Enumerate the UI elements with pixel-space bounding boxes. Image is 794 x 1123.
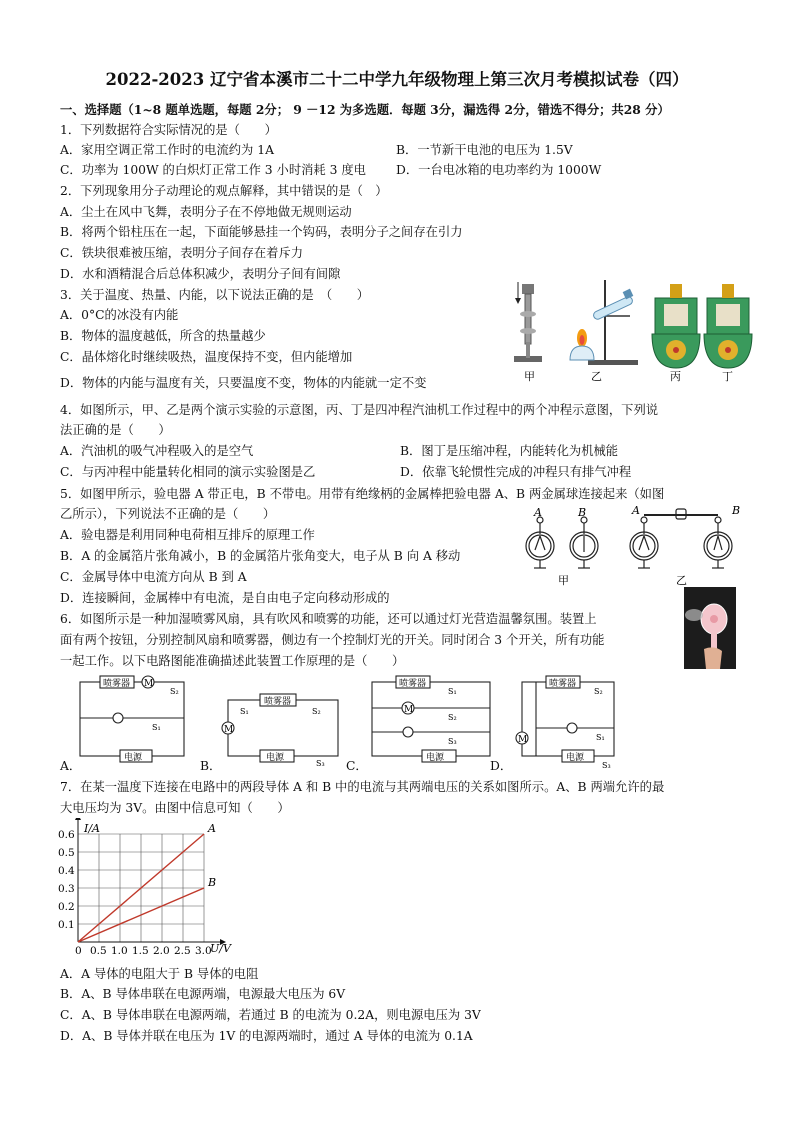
exam-title: 2022-2023 辽宁省本溪市二十二中学九年级物理上第三次月考模拟试卷（四） bbox=[105, 70, 689, 89]
fig5-label-a: A bbox=[534, 506, 542, 519]
fig-label-bing: 丙 bbox=[670, 370, 681, 382]
circuit-d-s2: S₂ bbox=[594, 687, 603, 696]
x-tick-label: 1.0 bbox=[111, 945, 128, 957]
q2-option-c: C．铁块很难被压缩，表明分子间存在着斥力 bbox=[60, 246, 304, 260]
q6-option-d-label: D． bbox=[490, 759, 513, 773]
circuit-d-s3: S₃ bbox=[602, 761, 611, 770]
q4-stem-line1: 4．如图所示，甲、乙是两个演示实验的示意图，丙、丁是四冲程汽油机工作过程中的两个冲程示意图，下列说 bbox=[60, 403, 659, 417]
y-tick-label: 0.4 bbox=[58, 865, 75, 877]
y-axis-arrow bbox=[75, 818, 81, 820]
q4-figures bbox=[500, 276, 760, 382]
x-tick-label: 0 bbox=[75, 945, 82, 957]
x-tick-label: 0.5 bbox=[90, 945, 107, 957]
circuit-b-s2: S₂ bbox=[312, 707, 321, 716]
circuit-b-power: 电源 bbox=[266, 753, 285, 763]
q5-option-b: B．A 的金属箔片张角减小，B 的金属箔片张角变大，电子从 B 向 A 移动 bbox=[60, 549, 461, 563]
engine-stroke-ding bbox=[704, 284, 752, 368]
q6-option-b-label: B． bbox=[200, 759, 222, 773]
q6-stem-line3: 一起工作。以下电路图能准确描述此装置工作原理的是（ ） bbox=[60, 654, 405, 668]
q7-option-a: A．A 导体的电阻大于 B 导体的电阻 bbox=[60, 967, 259, 981]
circuit-d-motor: M bbox=[518, 735, 528, 745]
engine-stroke-bing bbox=[652, 284, 700, 368]
q2-option-a: A．尘土在风中飞舞，表明分子在不停地做无规则运动 bbox=[60, 205, 352, 219]
circuit-b-motor: M bbox=[224, 725, 234, 735]
x-tick-label: 3.0 bbox=[195, 945, 212, 957]
q7-option-c: C．A、B 导体串联在电源两端，若通过 B 的电流为 0.2A，则电源电压为 3V bbox=[60, 1008, 481, 1022]
q1-option-a: A．家用空调正常工作时的电流约为 1A bbox=[60, 143, 274, 157]
iv-chart bbox=[58, 818, 248, 958]
lead-cylinder-apparatus bbox=[514, 282, 542, 362]
q7-stem-line1: 7．在某一温度下连接在电路中的两段导体 A 和 B 中的电流与其两端电压的关系如图所示。A、B 两端允许的最 bbox=[60, 780, 665, 794]
fig-label-yi: 乙 bbox=[591, 370, 602, 382]
fig5-label-b: B bbox=[578, 506, 587, 519]
circuit-c-power: 电源 bbox=[426, 753, 445, 763]
q4-option-a: A．汽油机的吸气冲程吸入的是空气 bbox=[60, 444, 254, 458]
q3-option-c: C．晶体熔化时继续吸热，温度保持不变，但内能增加 bbox=[60, 350, 353, 364]
q6-circuit-d bbox=[512, 670, 622, 770]
test-tube-heating-apparatus bbox=[570, 280, 638, 365]
circuit-b-s1: S₁ bbox=[240, 707, 249, 716]
q6-stem-line2: 面有两个按钮，分别控制风扇和喷雾器，侧边有一个控制灯光的开关。同时闭合 3 个开关，所有功能 bbox=[60, 633, 605, 647]
fig5-label-a2: A bbox=[632, 506, 640, 517]
fig-label-ding: 丁 bbox=[722, 370, 733, 382]
circuit-a-sprayer: 喷雾器 bbox=[103, 679, 131, 689]
circuit-c-s2: S₂ bbox=[448, 713, 457, 722]
q7-option-b: B．A、B 导体串联在电源两端，电源最大电压为 6V bbox=[60, 987, 346, 1001]
circuit-a-s2: S₂ bbox=[170, 687, 179, 696]
q6-stem-line1: 6．如图所示是一种加湿喷雾风扇，具有吹风和喷雾的功能，还可以通过灯光营造温馨氛围。装置上 bbox=[60, 612, 597, 626]
q1-option-c: C．功率为 100W 的白炽灯正常工作 3 小时消耗 3 度电 bbox=[60, 163, 366, 177]
q5-option-d: D．连接瞬间，金属棒中有电流，是自由电子定向移动形成的 bbox=[60, 591, 390, 605]
x-axis-label: U/V bbox=[210, 942, 231, 955]
circuit-c-motor: M bbox=[404, 705, 414, 715]
circuit-a-motor: M bbox=[144, 679, 154, 689]
q4-stem-line2: 法正确的是（ ） bbox=[60, 423, 171, 437]
q2-stem: 2．下列现象用分子动理论的观点解释，其中错误的是（ ） bbox=[60, 184, 388, 198]
electroscope-figures bbox=[522, 506, 767, 588]
q4-option-c: C．与丙冲程中能量转化相同的演示实验图是乙 bbox=[60, 465, 316, 479]
y-tick-label: 0.5 bbox=[58, 847, 75, 859]
circuit-c-sprayer: 喷雾器 bbox=[399, 679, 427, 689]
fig-label-jia: 甲 bbox=[524, 370, 535, 382]
q5-option-c: C．金属导体中电流方向从 B 到 A bbox=[60, 570, 247, 584]
circuit-d-sprayer: 喷雾器 bbox=[549, 679, 577, 689]
series-label-b: B bbox=[208, 876, 217, 889]
q7-option-d: D．A、B 导体并联在电压为 1V 的电源两端时，通过 A 导体的电流为 0.1A bbox=[60, 1029, 473, 1043]
circuit-d-power: 电源 bbox=[566, 753, 585, 763]
circuit-c-s3: S₃ bbox=[448, 737, 457, 746]
circuit-d-s1: S₁ bbox=[596, 733, 605, 742]
y-axis-label: I/A bbox=[84, 822, 100, 835]
section-heading: 一、选择题（1~8 题单选题，每题 2分； 9 －12 为多选题．每题 3分，漏选得 2分，错选不得分；共28 分） bbox=[60, 102, 670, 117]
q3-option-d: D．物体的内能与温度有关，只要温度不变，物体的内能就一定不变 bbox=[60, 376, 427, 390]
series-label-a: A bbox=[208, 822, 216, 835]
q2-option-b: B．将两个铅柱压在一起，下面能够悬挂一个钩码，表明分子之间存在引力 bbox=[60, 225, 463, 239]
y-tick-label: 0.2 bbox=[58, 901, 75, 913]
x-tick-label: 2.0 bbox=[153, 945, 170, 957]
q1-stem: 1．下列数据符合实际情况的是（ ） bbox=[60, 123, 277, 137]
q3-option-b: B．物体的温度越低，所含的热量越少 bbox=[60, 329, 266, 343]
x-tick-label: 2.5 bbox=[174, 945, 191, 957]
q6-option-a-label: A． bbox=[60, 759, 82, 773]
q1-option-b: B．一节新干电池的电压为 1.5V bbox=[396, 143, 573, 157]
q6-circuits bbox=[60, 670, 520, 770]
x-tick-label: 1.5 bbox=[132, 945, 149, 957]
q6-option-c-label: C． bbox=[346, 759, 368, 773]
q3-option-a: A．0°C的冰没有内能 bbox=[60, 308, 179, 322]
fig5-label-jia: 甲 bbox=[558, 574, 569, 587]
q5-stem-line1: 5．如图甲所示，验电器 A 带正电，B 不带电。用带有绝缘柄的金属棒把验电器 A、B 两金属球连接起来（如图 bbox=[60, 487, 665, 501]
q5-stem-line2: 乙所示），下列说法不正确的是（ ） bbox=[60, 507, 276, 521]
q1-option-d: D．一台电冰箱的电功率约为 1000W bbox=[396, 163, 602, 177]
y-tick-label: 0.6 bbox=[58, 829, 75, 841]
q4-option-d: D．依靠飞轮惯性完成的冲程只有排气冲程 bbox=[400, 465, 632, 479]
circuit-c-s1: S₁ bbox=[448, 687, 457, 696]
q4-option-b: B．图丁是压缩冲程，内能转化为机械能 bbox=[400, 444, 619, 458]
circuit-a-power: 电源 bbox=[124, 753, 143, 763]
circuit-b-sprayer: 喷雾器 bbox=[264, 697, 292, 707]
q7-stem-line2: 大电压均为 3V。由图中信息可知（ ） bbox=[60, 801, 290, 815]
q2-option-d: D．水和酒精混合后总体积减少，表明分子间有间隙 bbox=[60, 267, 341, 281]
y-tick-label: 0.3 bbox=[58, 883, 75, 895]
q3-stem: 3．关于温度、热量、内能，以下说法正确的是 （ ） bbox=[60, 288, 370, 302]
fig5-label-yi: 乙 bbox=[676, 574, 687, 587]
circuit-b-s3: S₃ bbox=[316, 759, 325, 768]
circuit-a-s1: S₁ bbox=[152, 723, 161, 732]
y-tick-label: 0.1 bbox=[58, 919, 75, 931]
q5-option-a: A．验电器是利用同种电荷相互排斥的原理工作 bbox=[60, 528, 315, 542]
fig5-label-b2: B bbox=[732, 506, 741, 517]
spray-fan-photo bbox=[684, 587, 736, 669]
